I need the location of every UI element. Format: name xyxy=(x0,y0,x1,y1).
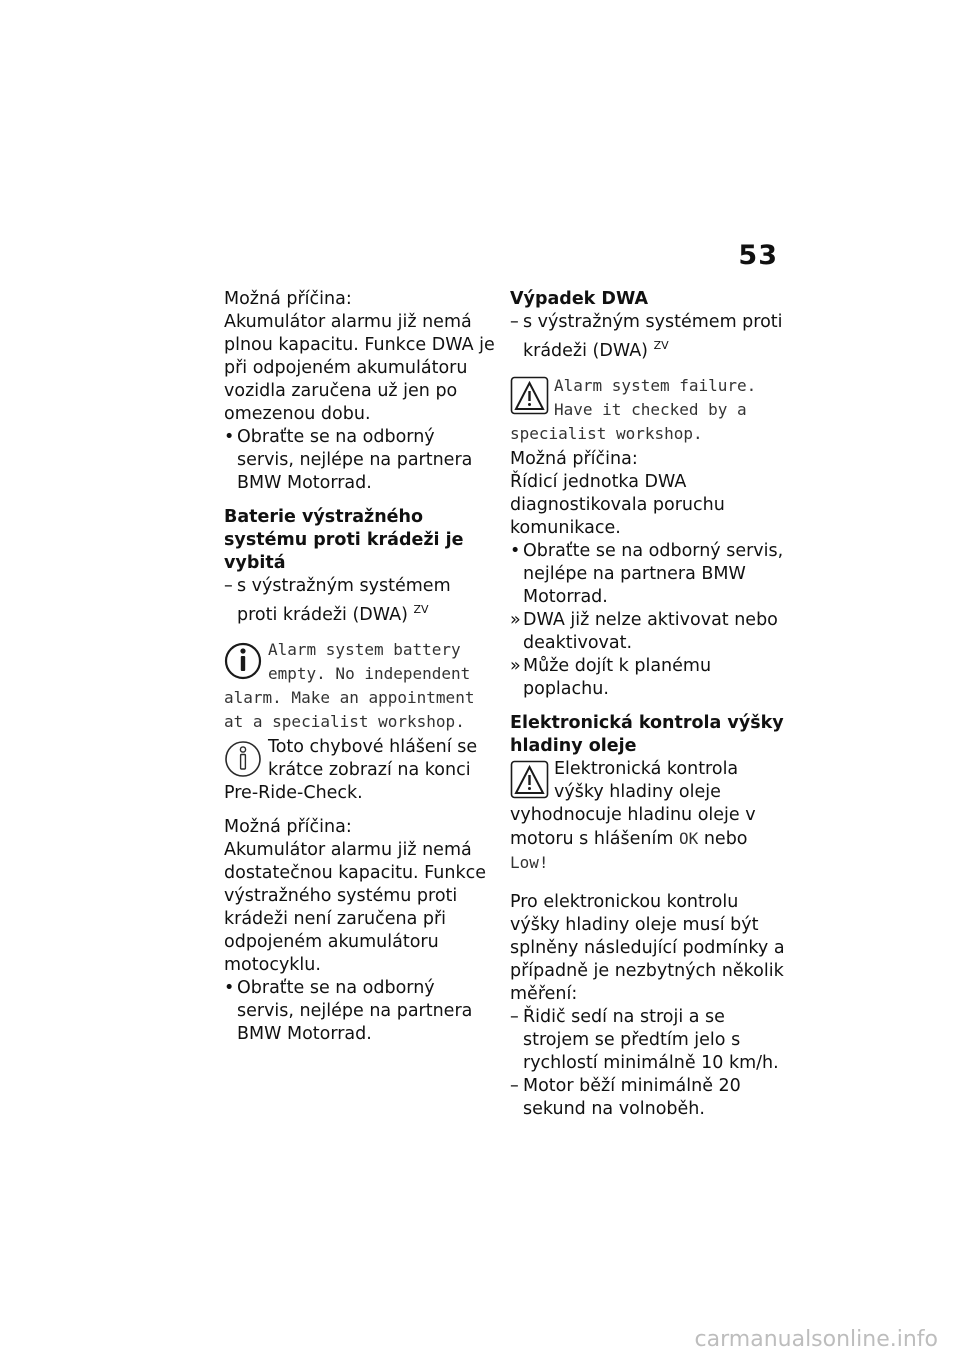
section-heading: Baterie výstražného systému proti krádeži je vybitá xyxy=(224,507,464,573)
cause-label: Možná příčina: xyxy=(224,816,352,837)
dash-marker: – xyxy=(510,1075,519,1096)
cause-text: Akumulátor alarmu již nemá plnou kapacitu. Funkce DWA je při odpojeném akumulátoru vozidla zaručena už jen po omezenou dobu. xyxy=(224,312,495,424)
dash-item xyxy=(510,1075,786,1121)
result-marker: » xyxy=(510,655,521,676)
display-message-block xyxy=(224,638,496,734)
action-text: Obraťte se na odborný servis, nejlépe na partnera BMW Motorrad. xyxy=(237,977,473,1044)
oil-level-warning-block xyxy=(510,758,786,875)
info-note-text: Toto chybové hlášení se krátce zobrazí na konci Pre-Ride-Check. xyxy=(224,736,478,803)
or-word: nebo xyxy=(703,828,748,849)
low-code: Low! xyxy=(510,852,549,872)
left-column xyxy=(224,288,496,1046)
warning-triangle-icon xyxy=(510,375,550,417)
result-item xyxy=(510,655,786,701)
cause-label: Možná příčina: xyxy=(510,448,638,469)
zv-superscript: ZV xyxy=(413,603,429,616)
dash-marker: – xyxy=(510,1006,519,1027)
condition-text: Motor běží minimálně 20 sekund na volnoběh. xyxy=(523,1075,741,1119)
action-item xyxy=(224,977,496,1046)
dash-marker: – xyxy=(510,312,519,332)
action-item xyxy=(510,540,786,609)
dash-text: s výstražným systémem proti krádeži (DWA) xyxy=(237,576,451,625)
section-heading: Elektronická kontrola výšky hladiny oleje xyxy=(510,712,784,756)
dash-marker: – xyxy=(224,576,233,596)
zv-superscript: ZV xyxy=(653,339,669,352)
info-outline-icon xyxy=(224,737,264,779)
right-column xyxy=(510,288,786,1121)
condition-text: Řidič sedí na stroji a se strojem se předtím jelo s rychlostí minimálně 10 km/h. xyxy=(523,1006,779,1073)
result-text: Může dojít k planému poplachu. xyxy=(523,655,712,699)
dash-text: s výstražným systémem proti krádeži (DWA) xyxy=(523,312,783,361)
oil-level-text: Elektronická kontrola výšky hladiny oleje vyhodnocuje hladinu oleje v motoru s hlášením xyxy=(510,758,756,849)
action-item xyxy=(224,426,496,495)
cause-label: Možná příčina: xyxy=(224,289,352,309)
warning-triangle-icon xyxy=(510,759,550,801)
page-number: 53 xyxy=(738,240,778,271)
cause-text: Akumulátor alarmu již nemá dostatečnou kapacitu. Funkce výstražného systému proti krádeži není zaručena při odpojeném akumulátoru motocyklu. xyxy=(224,839,486,975)
info-note-block xyxy=(224,736,496,805)
action-text: Obraťte se na odborný servis, nejlépe na partnera BMW Motorrad. xyxy=(523,540,784,607)
result-marker: » xyxy=(510,609,521,630)
ok-code: OK xyxy=(679,828,699,848)
result-item xyxy=(510,609,786,655)
bullet-marker: • xyxy=(224,427,235,447)
cause-text: Řídicí jednotka DWA diagnostikovala poruchu komunikace. xyxy=(510,471,725,538)
bullet-marker: • xyxy=(224,977,235,998)
section-heading: Výpadek DWA xyxy=(510,289,649,309)
dash-item xyxy=(510,311,786,363)
action-text: Obraťte se na odborný servis, nejlépe na partnera BMW Motorrad. xyxy=(237,427,473,493)
conditions-intro: Pro elektronickou kontrolu výšky hladiny oleje musí být splněny následující podmínky a případně je nezbytných několik měření: xyxy=(510,891,785,1004)
info-icon xyxy=(224,639,264,681)
result-text: DWA již nelze aktivovat nebo deaktivovat. xyxy=(523,609,778,653)
display-message-block xyxy=(510,374,786,446)
display-message: Alarm system failure. Have it checked by a specialist workshop. xyxy=(510,375,757,443)
display-message: Alarm system battery empty. No independent alarm. Make an appointment at a specialist workshop. xyxy=(224,639,475,731)
dash-item xyxy=(510,1006,786,1075)
dash-item xyxy=(224,575,496,627)
bullet-marker: • xyxy=(510,540,521,561)
watermark: carmanualsonline.info xyxy=(694,1327,938,1352)
